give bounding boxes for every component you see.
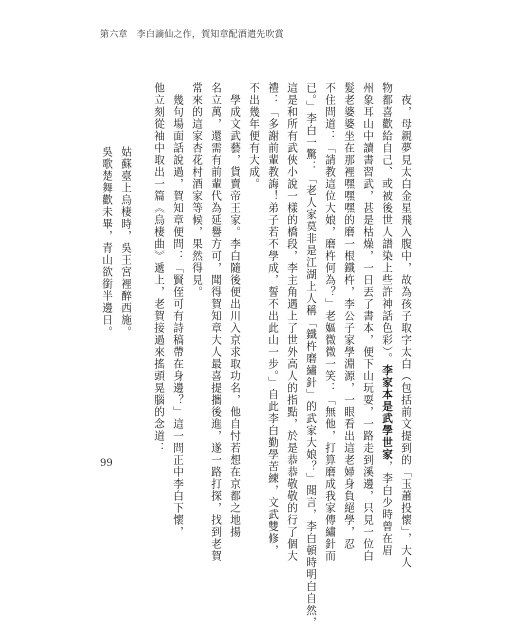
text-column: 不出幾年便有大成。 (248, 82, 260, 190)
text-column: 這是和所有武俠小說一樣的橋段，李主角遇上了世外高人的指點，於是恭恭敬敬的行了個大 (286, 82, 298, 562)
text-column: 幾句場面話說過，賀知章便問：「賢侄可有詩稿帶在身邊？」這一問正中李白下懷， (172, 94, 184, 538)
text-column: 禮：「多謝前輩教誨！弟子若不學成，誓不出此山一步。」自此李白勤學苦練，文武雙修， (267, 82, 279, 557)
text-column: 髮老婆婆坐在那裡嘿嘿嘿的磨一根鐵杵，李公子家學淵源，一眼看出這老婦身負絕學，忍 (343, 82, 355, 550)
text-column: 名立萬，還需有前輩代為延譽方可，聞得賀知章大人最喜提攜後進，遂一路打探，找到老賀 (210, 82, 222, 562)
text-column: 夜，母親夢見太白金星飛入腹中，故為孩子取字太白（包括前文提到的「玉蕭投懷」，大人 (400, 94, 412, 569)
text-column: 州象耳山中讀書習武，甚是枯燥，一日丟了書本，便下山玩耍，一路走到溪邊，只見一位白 (362, 82, 374, 562)
chapter-title: 李白謫仙之作，賀知章配酒遣先吹賞 (136, 30, 284, 40)
page-number: 99 (100, 458, 113, 469)
text-column: 物都喜歡給自己、或被後世人譜染上些許神話色彩）。李家本是武學世家，李白少時曾在眉 (381, 82, 393, 557)
chapter-label: 第六章 (100, 30, 128, 40)
text-column: 學成文武藝，貨賣帝王家。李白隨後便出川入京求取功名，他自忖若想在京都之地揚 (229, 94, 241, 538)
text-column: 常來的這家杏花村酒家等候，果然得見。 (191, 82, 203, 298)
running-header (100, 30, 284, 40)
text-column: 他立刻從袖中取出一篇《烏棲曲》遞上，老賀接過來搖頭晃腦的念道： (153, 82, 165, 454)
poem-line: 姑蘇臺上烏棲時，吳王宮裡醉西施。 (120, 146, 132, 338)
text-column: 已。」李白一驚：「老人家莫非是江湖上人稱「鐵杵磨繡針」的武家大娘？」聞言，李白頓時明白自然， (305, 82, 317, 629)
text-column: 不住問道：「請教這位大娘，磨杵何為？」老嫗微微一笑：「無他，打算磨成我家傳繡針而 (324, 82, 336, 562)
emphasis-text: 李家本是武學世家 (381, 364, 393, 461)
poem-line: 吳歌楚舞歡未畢，青山欲銜半邊日。 (101, 146, 113, 338)
